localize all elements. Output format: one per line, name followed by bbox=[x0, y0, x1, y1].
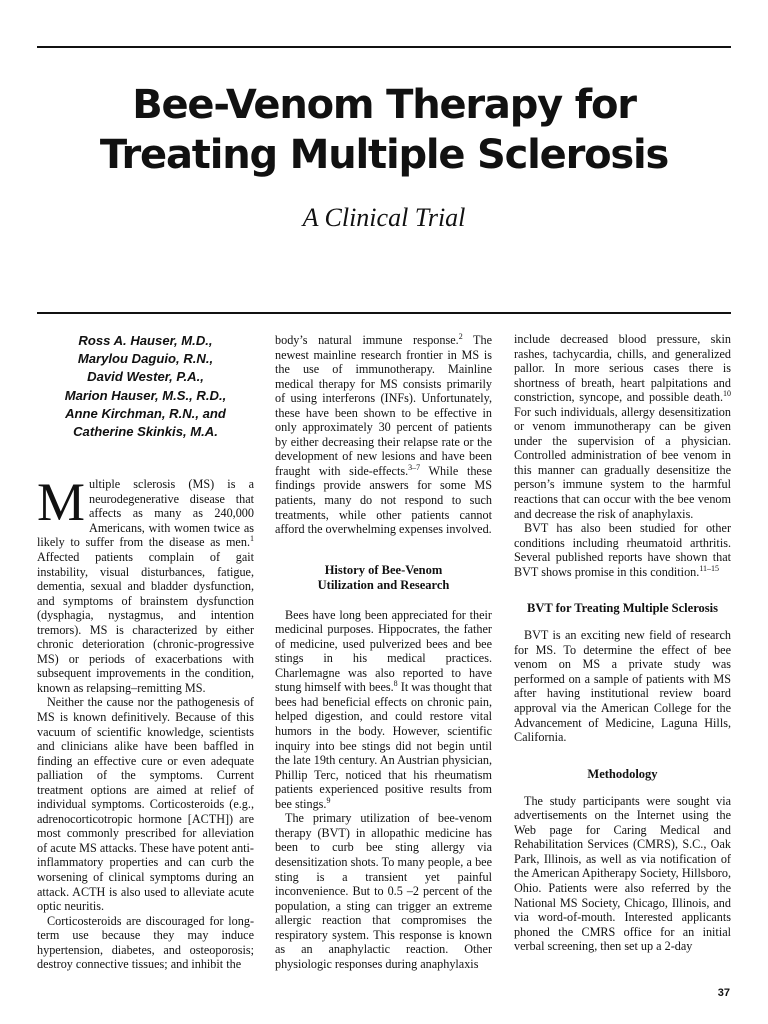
intro-paragraph bbox=[37, 472, 254, 695]
column-2 bbox=[275, 333, 492, 971]
section-heading-history bbox=[275, 563, 492, 593]
column-3 bbox=[514, 332, 731, 954]
text-run: BVT has also been studied for other conditions including rheumatoid arthritis. Several published reports have shown that BVT shows promise in this condition. bbox=[514, 521, 731, 579]
body-paragraph: Corticosteroids are discouraged for long-term use because they may induce hypertension, diabetes, and osteoporosis; destroy connective tissues; and inhibit the bbox=[37, 913, 254, 972]
text-run: For such individuals, allergy desensitization or venom immunotherapy can be given under the supervision of a physician. Controlled administration of bee venom in this manner can gradually desensitize the person’s immune system to the harmful reactions that can occur with the bee venom and decrease the risk of anaphylaxis. bbox=[514, 404, 731, 521]
reference-superscript: 2 bbox=[458, 332, 463, 341]
text-run: Affected patients complain of gait instability, visual disturbances, fatigue, dementia, sexual and bladder dysfunction, and symptoms of brainstem dysfunction (dysphagia, nystagmus, and intention tremors). MS is characterized by either chronic deterioration (chronic-progressive MS) or periods of exacerbations with subsequent improvements in the condition, known as relapsing–remitting MS. bbox=[37, 549, 254, 695]
reference-superscript: 10 bbox=[723, 389, 731, 399]
author-name: Catherine Skinkis, M.A. bbox=[73, 424, 218, 440]
heading-line: History of Bee-Venom bbox=[324, 562, 443, 577]
article-subtitle: A Clinical Trial bbox=[302, 203, 466, 232]
body-paragraph: The study participants were sought via advertisements on the Internet using the Web page for Caring Medical and Rehabilitation Services (CMRS), S.C., Oak Park, Illinois, as well as via notification of the American Apitherapy Society, Hillsboro, Ohio. Patients were also referred by the National MS Society, Chicago, Illinois, and via word-of-mouth. Interested applicants phoned the CMRS office for an initial verbal screening, then set up a 2-day bbox=[514, 793, 731, 954]
reference-superscript: 1 bbox=[250, 534, 254, 544]
body-paragraph: BVT is an exciting new field of research for MS. To determine the effect of bee venom on MS a private study was performed on a sample of patients with MS after having institutional review board approval via the American College for the Advancement of Medicine, Laguna Hills, California. bbox=[514, 628, 731, 745]
text-run: The newest mainline research frontier in MS is the use of immunotherapy. Mainline medical therapy for MS consists primarily of using interferons (INFs). Unfortunately, these have been shown to be effective in only approximately 30 percent of patients by either decreasing their relapse rate or the development of new lesions and have been fraught with side-effects. bbox=[275, 333, 492, 478]
body-paragraph bbox=[514, 332, 731, 521]
text-run: Bees have long been appreciated for their medicinal purposes. Hippocrates, the father of medicine, used pulverized bees and bee stings in his medical practices. Charlemagne was also reported to have stung himself with bees. bbox=[275, 607, 492, 695]
drop-cap: M bbox=[37, 472, 86, 533]
reference-superscript: 3–7 bbox=[408, 462, 421, 472]
body-paragraph bbox=[514, 521, 731, 579]
author-name: Anne Kirchman, R.N., and bbox=[65, 405, 226, 421]
text-run: include decreased blood pressure, skin rashes, tachycardia, chills, and generalized pallor. In more serious cases there is shortness of breath, heart palpitations and constriction, syncope, and possible death. bbox=[514, 332, 731, 405]
body-paragraph: Neither the cause nor the pathogenesis of MS is known definitively. Because of this vacuum of scientific knowledge, scientists and clinicians alike have been baffled in finding an effective cure or even adequate palliation of the symptoms. Current treatment options are aimed at relief of individual symptoms. Corticosteroids (e.g., adrenocorticotropic hormone [ACTH]) are most commonly prescribed for alleviation of acute MS attacks. These have potent anti-inflammatory properties and can curb the worsening of clinical symptoms during an attack. ACTH is also used to alleviate acute optic neuritis. bbox=[37, 695, 254, 914]
column-1 bbox=[37, 332, 254, 972]
text-run: It was thought that bees had beneficial effects on chronic pain, helped digestion, and could restore vital humors in the body. However, scientific inquiry into bee stings did not begin until the late 19th century. An Austrian physician, Phillip Terc, noticed that his rheumatism patients experienced positive results from bee stings. bbox=[275, 680, 492, 811]
author-name: Ross A. Hauser, M.D., bbox=[78, 333, 213, 348]
reference-superscript: 9 bbox=[326, 795, 331, 805]
title-line-2: Treating Multiple Sclerosis bbox=[99, 132, 669, 178]
heading-line: Utilization and Research bbox=[317, 577, 450, 592]
author-list bbox=[37, 332, 254, 441]
section-heading-bvt: BVT for Treating Multiple Sclerosis bbox=[527, 601, 718, 616]
page-number: 37 bbox=[717, 987, 730, 999]
author-name: Marion Hauser, M.S., R.D., bbox=[64, 387, 227, 403]
text-run: While these findings provide answers for some MS patients, many do not respond to such treatments, while other patients cannot afford the overwhelming expenses involved. bbox=[275, 463, 492, 537]
reference-superscript: 8 bbox=[393, 679, 398, 689]
body-paragraph bbox=[275, 608, 492, 812]
body-paragraph bbox=[275, 333, 492, 537]
top-rule bbox=[37, 46, 731, 48]
title-line-1: Bee-Venom Therapy for bbox=[132, 82, 636, 128]
header-rule bbox=[37, 312, 731, 314]
author-name: David Wester, P.A., bbox=[87, 369, 204, 385]
text-run: body’s natural immune response. bbox=[275, 333, 459, 347]
section-heading-methodology: Methodology bbox=[587, 766, 658, 781]
reference-superscript: 11–15 bbox=[699, 563, 720, 573]
article-title bbox=[37, 80, 731, 180]
author-name: Marylou Daguio, R.N., bbox=[77, 351, 214, 367]
text-run: ultiple sclerosis (MS) is a neurodegenerative disease that affects as many as 240,000 Americans, with women twice as likely to suffer from the disease as men. bbox=[37, 477, 254, 550]
body-paragraph: The primary utilization of bee-venom therapy (BVT) in allopathic medicine has been to curb bee sting allergy via desensitization shots. To many people, a bee sting is a transient yet painful inconvenience. But to 0.5 –2 percent of the population, a sting can trigger an extreme allergic reaction that compromises the respiratory system. This response is known as an anaphylactic reaction. Other physiologic responses during anaphylaxis bbox=[275, 811, 492, 971]
